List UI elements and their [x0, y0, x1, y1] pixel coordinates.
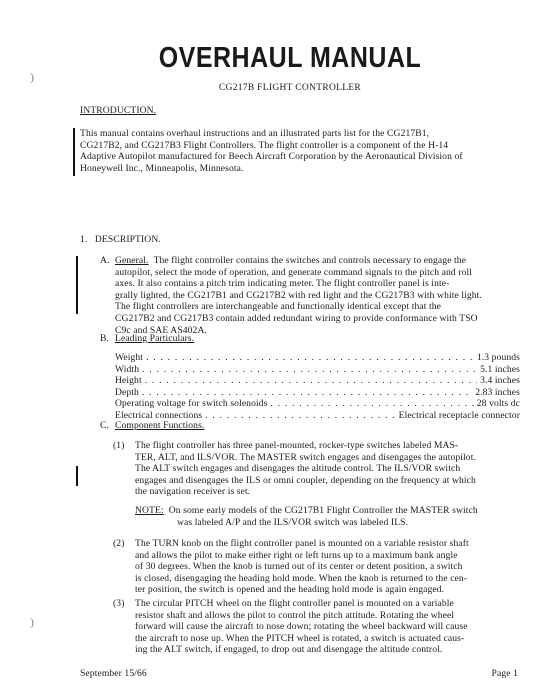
introduction-line: Adaptive Autopilot manufactured for Beech Aircraft Corporation by the Aeronautical Division of: [80, 151, 463, 163]
spec-row: [115, 387, 520, 399]
item-line: the aircraft to nose up. When the PITCH wheel is rotated, a switch is actuated caus-: [135, 632, 465, 644]
general-line: C9c and SAE AS402A.: [115, 324, 207, 336]
introduction-heading: INTRODUCTION.: [80, 105, 157, 116]
leader-dots: [145, 375, 477, 387]
spec-row: [115, 364, 520, 376]
item-line: engages and disengages the ILS or omni coupler, depending on the frequency at which: [135, 474, 476, 486]
page-number: Page 1: [491, 668, 518, 679]
item-line: ter position, the switch is opened and the heading hold mode is again engaged.: [135, 584, 445, 596]
introduction-paragraph: [80, 128, 520, 174]
item-number: (2): [113, 538, 125, 549]
spec-row: [115, 352, 520, 364]
spec-label: Weight: [115, 352, 144, 363]
item-line: of 30 degrees. When the knob is turned out of its center or detent position, a switch: [135, 561, 463, 573]
spec-label: Height: [115, 375, 142, 387]
spec-value: 1.3 pounds: [476, 352, 520, 363]
spec-label: Operating voltage for switch solenoids: [115, 398, 268, 410]
item-line: ing the ALT switch, if engaged, to drop out and disengage the altitude control.: [135, 644, 443, 656]
item-line: the navigation receiver is set.: [135, 486, 251, 498]
general-paragraph: [115, 255, 520, 336]
general-line: The flight controller contains the switches and controls necessary to engage the: [153, 255, 467, 266]
page-subtitle: CG217B FLIGHT CONTROLLER: [218, 83, 362, 93]
spec-label: Electrical connections: [115, 409, 203, 421]
item-line: TER, ALT, and ILS/VOR. The MASTER switch engages and disengages the autopilot.: [135, 451, 476, 463]
footer-date: September 15/66: [80, 668, 147, 679]
item-line: The ALT switch engages and disengages the altitude control. The ILS/VOR switch: [135, 463, 461, 475]
components-title: Component Functions.: [115, 420, 205, 431]
item-line: is closed, disengaging the heading hold mode. When the knob is returned to the cen-: [135, 572, 468, 584]
leading-title: Leading Particulars.: [115, 333, 195, 344]
general-title: General.: [115, 255, 149, 266]
spec-label: Depth: [115, 386, 139, 398]
component-item-1: [135, 440, 520, 498]
item-number: (1): [113, 440, 125, 451]
leader-dots: [205, 410, 395, 422]
leader-dots: [142, 364, 477, 376]
item-line: forward will cause the aircraft to nose down; rotating the wheel backward will cause: [135, 621, 468, 633]
spec-label: Width: [115, 363, 140, 375]
change-bar: [76, 256, 78, 314]
item-line: The TURN knob on the flight controller panel is mounted on a variable resistor shaft: [135, 538, 469, 549]
introduction-line: CG217B2, and CG217B3 Flight Controllers. The flight controller is a component of the H-14: [80, 139, 449, 151]
change-bar: [76, 466, 78, 486]
leading-particulars-table: [115, 352, 520, 422]
change-bar: [73, 128, 75, 176]
item-line: resistor shaft and allows the pilot to control the pitch attitude. Rotating the wheel: [135, 609, 455, 621]
spec-value: 3.4 inches: [480, 375, 520, 387]
margin-mark: ): [30, 70, 34, 84]
components-label: C.: [100, 420, 109, 431]
description-heading: 1. DESCRIPTION.: [80, 234, 161, 245]
introduction-line: Honeywell Inc., Minneapolis, Minnesota.: [80, 162, 244, 174]
spec-value: 5.1 inches: [480, 363, 520, 375]
general-label: A.: [100, 255, 110, 266]
spec-value: 2.83 inches: [475, 386, 520, 398]
introduction-line: This manual contains overhaul instructions and an illustrated parts list for the CG217B1,: [80, 128, 430, 139]
general-line: autopilot, select the mode of operation, and generate command signals to the pitch and roll: [115, 266, 473, 278]
leader-dots: [146, 352, 474, 364]
leader-dots: [270, 398, 473, 410]
note-line: On some early models of the CG217B1 Flight Controller the MASTER switch: [168, 505, 478, 516]
note-line: was labeled A/P and the ILS/VOR switch was labeled ILS.: [177, 516, 409, 528]
margin-mark: ): [30, 615, 34, 629]
item-line: and allows the pilot to make either right or left turns up to a maximum bank angle: [135, 549, 458, 561]
leading-label: B.: [100, 333, 109, 344]
spec-row: [115, 398, 520, 410]
component-item-2: [135, 538, 520, 596]
spec-row: [115, 375, 520, 387]
spec-value: Electrical receptacle connector: [398, 409, 520, 421]
spec-value: 28 volts dc: [476, 398, 520, 410]
page-title: OVERHAUL MANUAL: [158, 41, 422, 75]
general-line: The flight controllers are interchangeable and functionally identical except that the: [115, 301, 442, 313]
leader-dots: [142, 387, 472, 399]
item-number: (3): [113, 598, 125, 609]
note-label: NOTE:: [135, 505, 164, 516]
note: [135, 505, 520, 528]
item-line: The flight controller has three panel-mounted, rocker-type switches labeled MAS-: [135, 440, 459, 451]
general-line: grally lighted, the CG217B1 and CG217B2 with red light and the CG217B3 with white light.: [115, 289, 482, 301]
component-item-3: [135, 598, 520, 656]
item-line: The circular PITCH wheel on the flight controller panel is mounted on a variable: [135, 598, 454, 609]
general-line: CG217B2 and CG217B3 contain added redundant wiring to provide conformance with TSO: [115, 312, 478, 324]
general-line: axes. It also contains a pitch trim indicating meter. The flight controller panel is inte-: [115, 278, 450, 290]
